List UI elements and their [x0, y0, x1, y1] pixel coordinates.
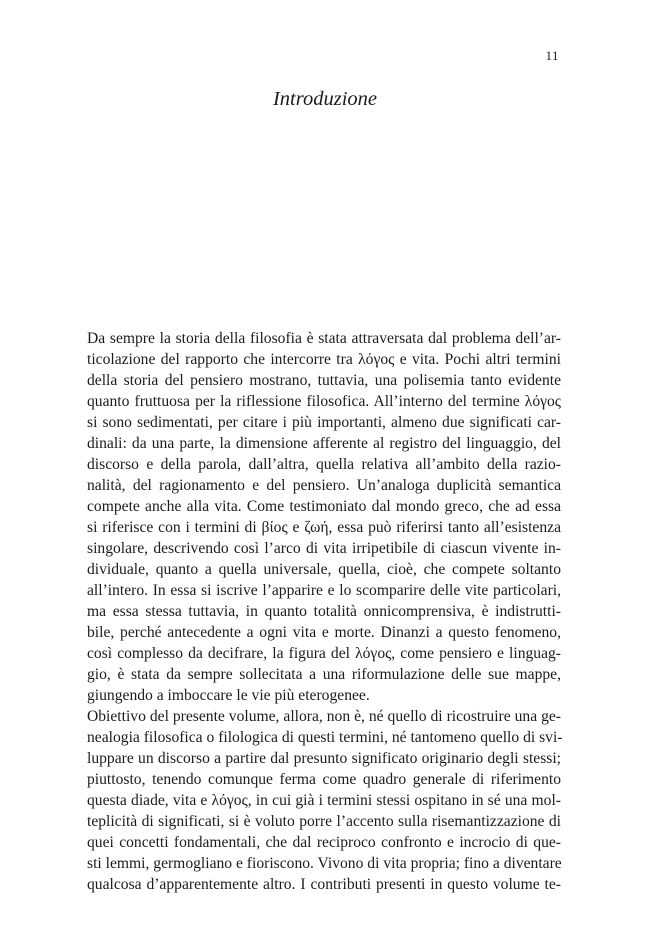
text-line: singolare, descrivendo così l’arco di vita irripetibile di ciascun vivente in- — [87, 540, 561, 557]
text-line: nalità, del ragionamento e del pensiero. Un’analoga duplicità semantica — [87, 477, 561, 494]
text-line: questa diade, vita e λόγος, in cui già i termini stessi ospitano in sé una mol- — [87, 792, 561, 809]
text-line: quanto fruttuosa per la riflessione filosofica. All’interno del termine λόγος — [87, 393, 561, 410]
text-line: ticolazione del rapporto che intercorre tra λόγος e vita. Pochi altri termini — [87, 351, 561, 368]
text-line: ma essa stessa tuttavia, in quanto totalità onnicomprensiva, è indistrutti- — [87, 603, 561, 620]
text-line: così complesso da decifrare, la figura del λόγος, come pensiero e linguag- — [87, 645, 561, 662]
text-line: bile, perché antecedente a ogni vita e morte. Dinanzi a questo fenomeno, — [87, 624, 561, 641]
text-line: dinali: da una parte, la dimensione afferente al registro del linguaggio, del — [87, 435, 561, 452]
body-text — [87, 328, 561, 895]
text-line: si riferisce con i termini di βίος e ζωή, essa può riferirsi tanto all’esistenza — [87, 519, 561, 536]
text-line: Da sempre la storia della filosofia è stata attraversata dal problema dell’ar- — [87, 330, 561, 347]
text-line: teplicità di significati, si è voluto porre l’accento sulla risemantizzazione di — [87, 813, 561, 830]
text-line: compete anche alla vita. Come testimoniato dal mondo greco, che ad essa — [87, 498, 561, 515]
text-line: luppare un discorso a partire dal presunto significato originario degli stessi; — [87, 750, 561, 767]
paragraph-end-line: giungendo a imboccare le vie più eterogenee. — [87, 687, 370, 704]
text-line: piuttosto, tenendo comunque ferma come quadro generale di riferimento — [87, 771, 561, 788]
text-line: sti lemmi, germogliano e fioriscono. Vivono di vita propria; fino a diventare — [87, 855, 562, 872]
text-line: quei concetti fondamentali, che dal reciproco confronto e incrocio di que- — [87, 834, 561, 851]
text-line: all’intero. In essa si iscrive l’apparire e lo scomparire delle vite particolari, — [87, 582, 561, 599]
text-line: discorso e della parola, dall’altra, quella relativa all’ambito della razio- — [87, 456, 561, 473]
text-line: gio, è stata da sempre sollecitata a una riformulazione delle sue mappe, — [87, 666, 561, 683]
text-line: Obiettivo del presente volume, allora, non è, né quello di ricostruire una ge- — [87, 708, 561, 725]
text-line: qualcosa d’apparentemente altro. I contributi presenti in questo volume te- — [87, 876, 561, 893]
text-line: nealogia filosofica o filologica di questi termini, né tantomeno quello di svi- — [87, 729, 563, 746]
page-number: 11 — [545, 48, 559, 63]
text-line: dividuale, quanto a quella universale, quella, cioè, che compete soltanto — [87, 561, 561, 578]
text-line: si sono sedimentati, per citare i più importanti, almeno due significati car- — [87, 414, 561, 431]
chapter-title: Introduzione — [272, 88, 377, 110]
text-line: della storia del pensiero mostrano, tuttavia, una polisemia tanto evidente — [87, 372, 561, 389]
